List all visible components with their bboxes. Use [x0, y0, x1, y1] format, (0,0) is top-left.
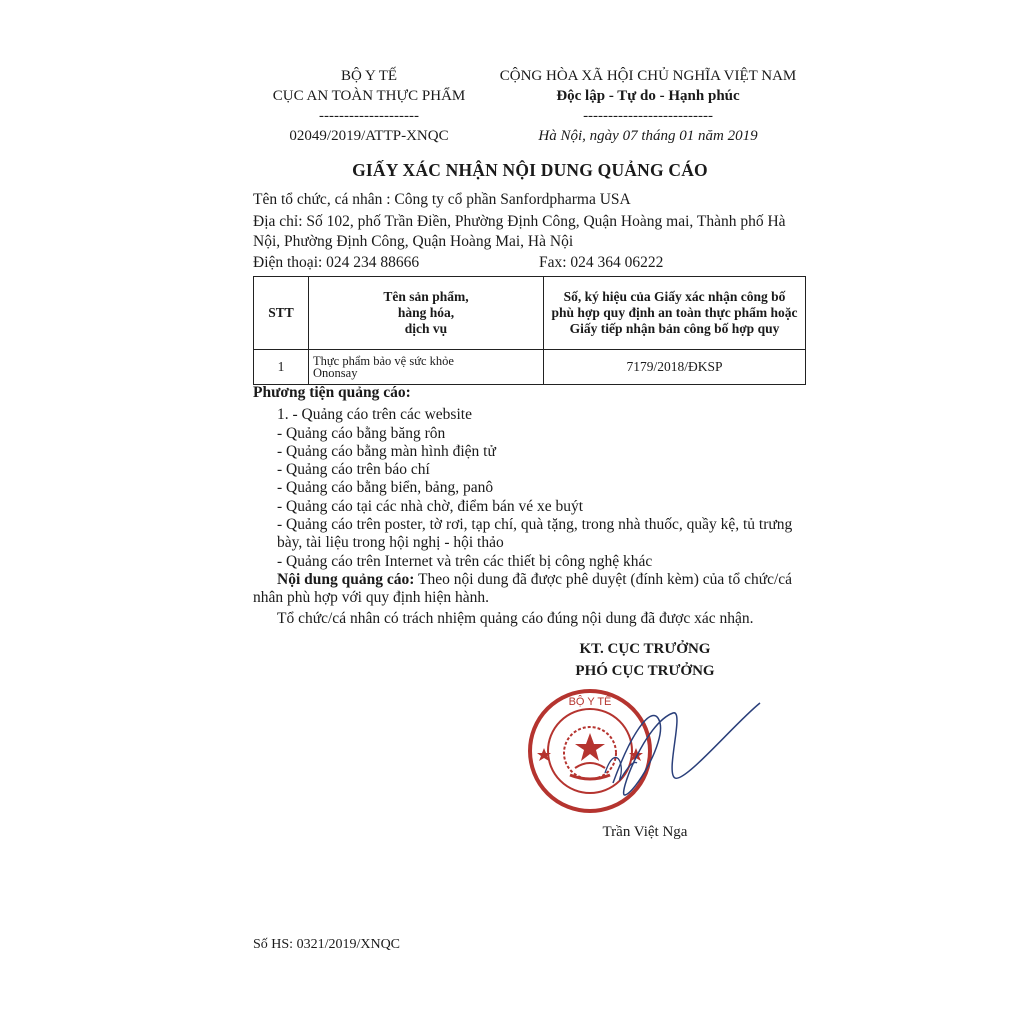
content-text: Theo nội dung đã được phê duyệt (đính kèm) của tổ chức/cá: [414, 570, 793, 588]
header-stt: [254, 277, 309, 350]
cell-product-l2: Ononsay: [313, 366, 358, 380]
cell-certificate: 7179/2018/ĐKSP: [544, 350, 806, 385]
media-item: bày, tài liệu trong hội nghị - hội thảo: [277, 534, 504, 552]
separator: --------------------------: [583, 108, 713, 124]
phone-number: Điện thoại: 024 234 88666: [253, 254, 420, 271]
issue-date: Hà Nội, ngày 07 tháng 01 năm 2019: [538, 128, 758, 144]
cell-product-l1: Thực phẩm bảo vệ sức khỏe: [313, 354, 454, 368]
fax-number: Fax: 024 364 06222: [539, 254, 664, 271]
media-heading: Phương tiện quảng cáo:: [253, 384, 411, 401]
table-row: [254, 350, 806, 385]
content-text-cont: nhân phù hợp với quy định hiện hành.: [253, 589, 489, 607]
signature-title-l1: KT. CỤC TRƯỞNG: [579, 641, 711, 657]
signature-title: [520, 638, 770, 682]
national-header: [478, 66, 818, 146]
document-number: 02049/2019/ATTP-XNQC: [289, 128, 449, 144]
media-item: - Quảng cáo trên Internet và trên các thiết bị công nghệ khác: [277, 552, 653, 570]
media-item: - Quảng cáo trên poster, tờ rơi, tạp chí, quà tặng, trong nhà thuốc, quầy kệ, tủ trưng: [277, 516, 793, 534]
signature-title-l2: PHÓ CỤC TRƯỞNG: [575, 663, 715, 679]
ministry-name: BỘ Y TẾ: [340, 68, 398, 84]
cell-product: [309, 350, 544, 385]
content-label: Nội dung quảng cáo:: [277, 570, 415, 588]
file-number: Số HS: 0321/2019/XNQC: [253, 937, 401, 952]
svg-text:BỘ Y TẾ: BỘ Y TẾ: [568, 696, 612, 708]
responsibility-text: Tổ chức/cá nhân có trách nhiệm quảng cáo đúng nội dung đã được xác nhận.: [277, 609, 754, 627]
header-product-l1: Tên sản phẩm,: [383, 289, 469, 304]
separator: --------------------: [319, 108, 419, 124]
header-product: [309, 277, 544, 350]
address-line-2: Nội, Phường Định Công, Quận Hoàng Mai, Hà Nội: [253, 233, 574, 250]
header-product-l2: hàng hóa,: [397, 305, 455, 320]
product-table: [253, 276, 806, 385]
agency-name: CỤC AN TOÀN THỰC PHẨM: [272, 88, 466, 104]
media-item: - Quảng cáo bằng băng rôn: [277, 424, 446, 442]
signer-name: Trần Việt Nga: [602, 824, 688, 840]
media-item: 1. - Quảng cáo trên các website: [277, 406, 472, 424]
media-section: [253, 384, 813, 628]
country-name: CỘNG HÒA XÃ HỘI CHỦ NGHĨA VIỆT NAM: [499, 68, 797, 84]
header-cert-l3: Giấy tiếp nhận bản công bố hợp quy: [569, 321, 780, 336]
header-cert-l2: phù hợp quy định an toàn thực phẩm hoặc: [551, 305, 798, 320]
table-header-row: [254, 277, 806, 350]
media-item: - Quảng cáo bằng màn hình điện tử: [277, 442, 496, 460]
media-item: - Quảng cáo bằng biển, bảng, panô: [277, 479, 494, 497]
media-item: - Quảng cáo tại các nhà chờ, điểm bán vé xe buýt: [277, 497, 584, 515]
document-title: GIẤY XÁC NHẬN NỘI DUNG QUẢNG CÁO: [352, 160, 708, 180]
header-stt-label: STT: [268, 305, 294, 320]
cell-stt: 1: [254, 350, 309, 385]
national-motto: Độc lập - Tự do - Hạnh phúc: [556, 88, 740, 104]
organization-name: Tên tổ chức, cá nhân : Công ty cổ phần Sanfordpharma USA: [253, 191, 631, 208]
header-cert-l1: Số, ký hiệu của Giấy xác nhận công bố: [563, 289, 786, 304]
header-product-l3: dịch vụ: [404, 321, 448, 336]
official-stamp-icon: [525, 683, 765, 823]
address-line-1: Địa chỉ: Số 102, phố Trần Điền, Phường Định Công, Quận Hoàng mai, Thành phố Hà: [253, 213, 786, 230]
media-item: - Quảng cáo trên báo chí: [277, 461, 430, 479]
content-paragraph: [253, 571, 813, 589]
header-certificate: [544, 277, 806, 350]
issuer-block: [250, 66, 488, 146]
